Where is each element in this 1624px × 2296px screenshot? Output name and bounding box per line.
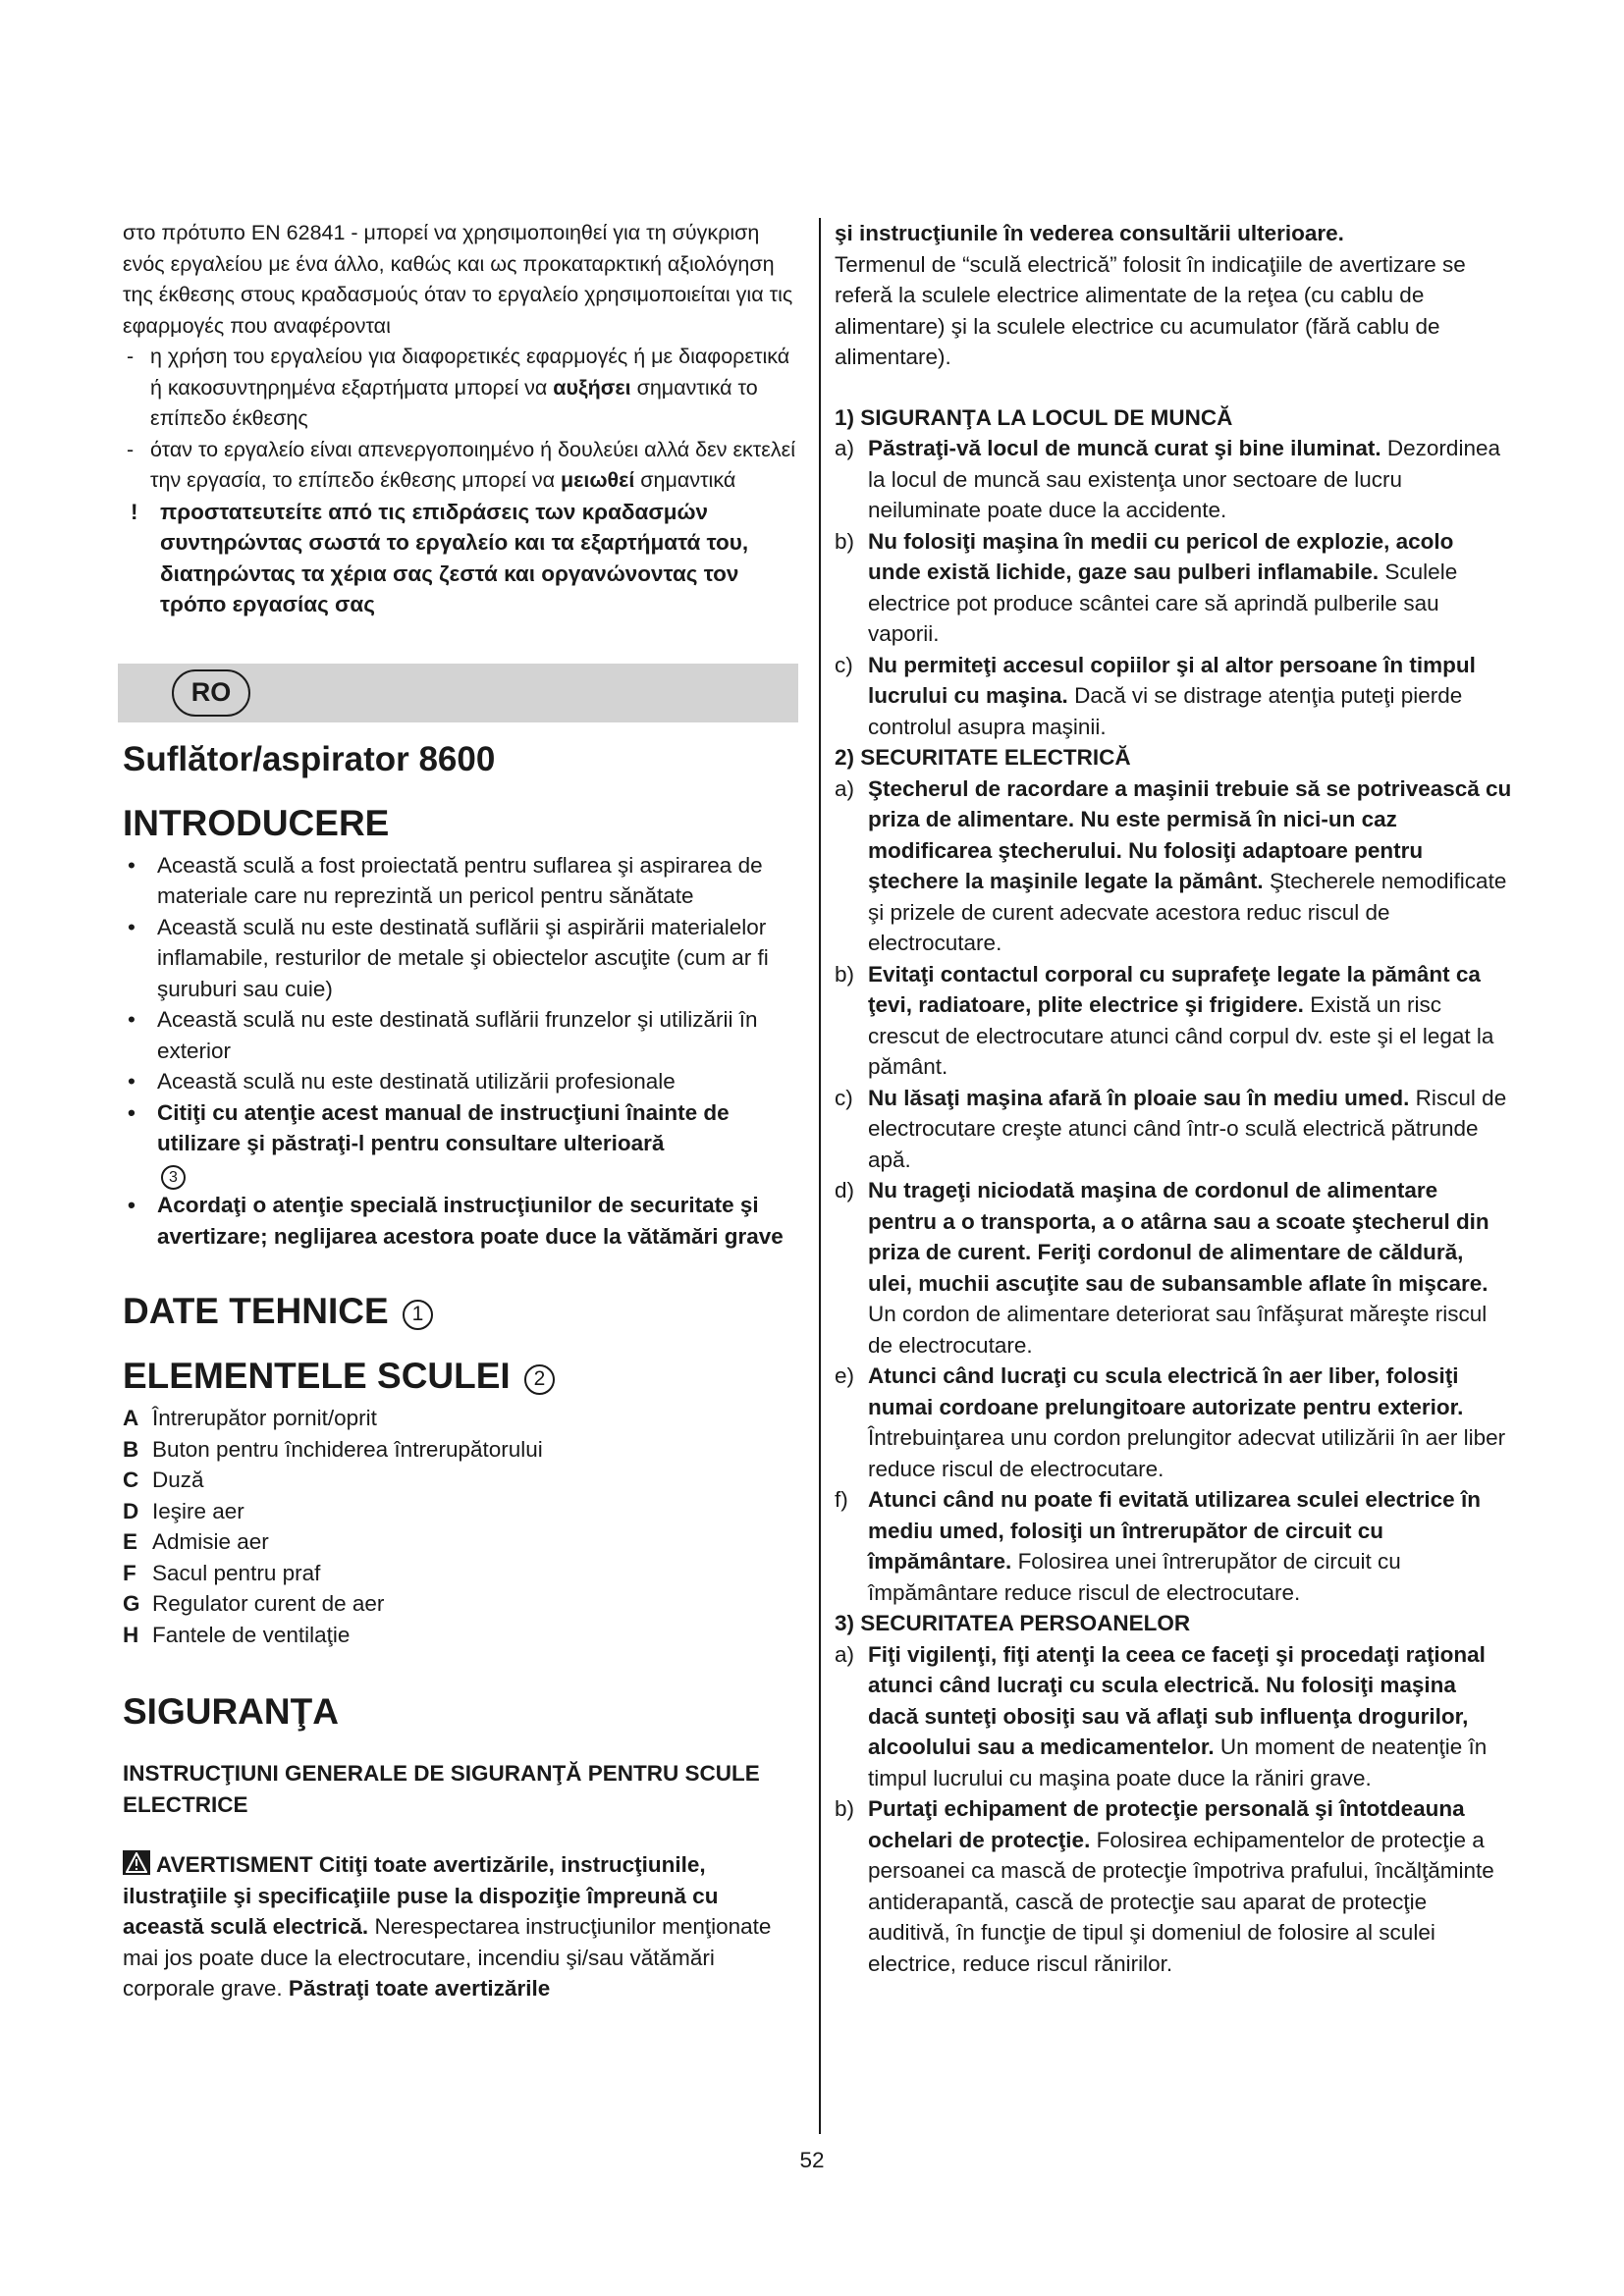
product-title: Suflător/aspirator 8600 (123, 739, 496, 778)
heading-elementele-sculei: ELEMENTELE SCULEI 2 (123, 1354, 798, 1399)
language-badge: RO (172, 669, 250, 717)
list-item: • Acordaţi o atenţie specială instrucţiunilor de securitate şi avertizare; neglijarea acestora poate duce la vătămări grave (128, 1193, 784, 1249)
figure-ref-3: 3 (161, 1165, 186, 1190)
greek-warning: ! προστατευτείτε από τις επιδράσεις των κραδασμών συντηρώντας σωστά το εργαλείο και τα εξαρτήματά του, διατηρώντας τα χέρια σας ζεστά και οργανώνοντας τον τρόπο εργασίας σας (131, 499, 749, 616)
right-column (835, 218, 1512, 1979)
safety-item: a) Ştecherul de racordare a maşinii trebuie să se potrivească cu priza de alimentare. Nu este permisă în nici-un caz modificarea ştecherului. Nu folosiţi adaptoare pentru ştechere la maşinile legate la pământ. Ştecherele nemodificate şi prizele de curent adecvate acestora reduc riscul de electrocutare. (835, 775, 1512, 955)
safety-item: b) Purtaţi echipament de protecţie personală şi întotdeauna ochelari de protecţie. Folosirea echipamentelor de protecţie a persoanei ca mască de protecţie împotriva prafului, încălţăminte antiderapantă, cască de protecţie sau aparat de protecţie auditivă, în funcţie de tipul şi domeniul de folosire al sculei electrice, reduce riscul rănirilor. (835, 1796, 1494, 1976)
warning-continuation: şi instrucţiunile în vederea consultării ulterioare. Termenul de “sculă electrică” folosit în indicaţiile de avertizare se referă la sculele electrice alimentate de la reţea (cu cablu de alimentare) şi la sculele electrice cu acumulator (fără cablu de alimentare). (835, 221, 1466, 369)
components-list (123, 1403, 798, 1650)
component-item: G Regulator curent de aer (123, 1591, 385, 1616)
greek-dash-item: - η χρήση του εργαλείου για διαφορετικές εφαρμογές ή με διαφορετικά ή κακοσυντηρημένα εξαρτήματα μπορεί να αυξήσει σημαντικά το επίπεδο έκθεσης (127, 345, 790, 430)
section-heading-electrical: 2) SECURITATE ELECTRICĂ (835, 745, 1131, 770)
component-item: D Ieşire aer (123, 1498, 244, 1523)
section-heading-work-area: 1) SIGURANŢA LA LOCUL DE MUNCĂ (835, 404, 1233, 430)
figure-ref-2: 2 (524, 1364, 555, 1395)
column-divider (819, 218, 821, 2134)
safety-item: c) Nu lăsaţi maşina afară în ploaie sau în mediu umed. Riscul de electrocutare creşte atunci când într-o sculă electrică pătrunde apă. (835, 1085, 1507, 1172)
general-warning: AVERTISMENT Citiţi toate avertizările, instrucţiunile, ilustraţiile şi specificaţiile puse la dispoziţie împreună cu această sculă electrică. Nerespectarea instrucţiunilor menţionate mai jos poate duce la electrocutare, incendiu şi/sau vătămări corporale grave. Păstraţi toate avertizările (123, 1852, 772, 2001)
list-item: • Această sculă nu este destinată utilizării profesionale (128, 1069, 676, 1094)
list-item: • Această sculă nu este destinată suflării frunzelor şi utilizării în exterior (128, 1007, 758, 1063)
greek-intro-paragraph: στο πρότυπο EN 62841 - μπορεί να χρησιμοποιηθεί για τη σύγκριση ενός εργαλείου με ένα άλλο, καθώς και ως προκαταρκτική αξιολόγηση της έκθεσης στους κραδασμούς όταν το εργαλείο χρησιμοποιείται για τις εφαρμογές που αναφέρονται (123, 221, 793, 338)
component-item: C Duză (123, 1468, 204, 1492)
heading-introducere: INTRODUCERE (123, 802, 390, 843)
safety-item: d) Nu trageţi niciodată maşina de cordonul de alimentare pentru a o transporta, a o atârna sau a scoate ştecherul din priza de curent. Feriţi cordonul de alimentare de căldură, ulei, muchii ascuţite sau de subansamble aflate în mişcare. Un cordon de alimentare deteriorat sau înfăşurat măreşte riscul de electrocutare. (835, 1178, 1489, 1358)
safety-item: a) Fiţi vigilenţi, fiţi atenţi la ceea ce faceţi şi procedaţi raţional atunci când lucraţi cu scula electrică. Nu folosiţi maşina dacă sunteţi obosiţi sau vă aflaţi sub influenţa drogurilor, alcoolului sau a medicamentelor. Un moment de neatenţie în timpul lucrului cu maşina poate duce la răniri grave. (835, 1641, 1488, 1790)
safety-item: b) Evitaţi contactul corporal cu suprafeţe legate la pământ ca ţevi, radiatoare, plite electrice şi frigidere. Există un risc crescut de electrocutare atunci când corpul dv. este şi el legat la pământ. (835, 961, 1494, 1079)
list-item: • Această sculă nu este destinată suflării şi aspirării materialelor inflamabile, resturilor de metale şi obiectelor ascuţite (cum ar fi şuruburi sau cuie) (128, 914, 769, 1001)
language-section-bar (118, 664, 798, 722)
greek-dash-item: - όταν το εργαλείο είναι απενεργοποιημένο ή δουλεύει αλλά δεν εκτελεί την εργασία, το επίπεδο έκθεσης μπορεί να μειωθεί σημαντικά (127, 437, 795, 492)
component-item: H Fantele de ventilaţie (123, 1622, 351, 1647)
safety-item: a) Păstraţi-vă locul de muncă curat şi bine iluminat. Dezordinea la locul de muncă sau existenţa unor sectoare de lucru neiluminate poate duce la accidente. (835, 436, 1500, 522)
safety-item: c) Nu permiteţi accesul copiilor şi al altor persoane în timpul lucrului cu maşina. Dacă vi se distrage atenţia puteţi pierde controlul asupra maşinii. (835, 652, 1476, 739)
component-item: F Sacul pentru praf (123, 1560, 321, 1585)
section-heading-personal: 3) SECURITATEA PERSOANELOR (835, 1611, 1191, 1635)
heading-date-tehnice: DATE TEHNICE 1 (123, 1289, 798, 1334)
heading-siguranta: SIGURANŢA (123, 1691, 339, 1732)
safety-item: b) Nu folosiţi maşina în medii cu pericol de explozie, acolo unde există lichide, gaze sau pulberi inflamabile. Sculele electrice pot produce scântei care să aprindă pulberile sau vaporii. (835, 528, 1458, 646)
list-item: • Această sculă a fost proiectată pentru suflarea şi aspirarea de materiale care nu reprezintă un pericol pentru sănătate (128, 852, 763, 908)
intro-list (123, 850, 798, 1253)
safety-item: f) Atunci când nu poate fi evitată utilizarea sculei electrice în mediu umed, folosiţi un întrerupător de circuit cu împământare. Folosirea unei întrerupător de circuit cu împământare reduce riscul de electrocutare. (835, 1487, 1481, 1605)
page-number: 52 (799, 2148, 825, 2172)
component-item: E Admisie aer (123, 1529, 269, 1554)
component-item: B Buton pentru închiderea întrerupătorului (123, 1436, 543, 1462)
list-item: • Citiţi cu atenţie acest manual de instrucţiuni înainte de utilizare şi păstraţi-l pentru consultare ulterioară 3 (123, 1097, 798, 1191)
component-item: A Întrerupător pornit/oprit (123, 1406, 377, 1430)
safety-item: e) Atunci când lucraţi cu scula electrică în aer liber, folosiţi numai cordoane prelungitoare autorizate pentru exterior. Întrebuinţarea unu cordon prelungitor adecvat utilizării în aer liber reduce riscul de electrocutare. (835, 1363, 1506, 1481)
figure-ref-1: 1 (403, 1300, 433, 1330)
left-column (123, 218, 798, 2004)
safety-subheading: INSTRUCŢIUNI GENERALE DE SIGURANŢĂ PENTRU SCULE ELECTRICE (123, 1761, 760, 1817)
warning-triangle-icon (123, 1850, 150, 1875)
